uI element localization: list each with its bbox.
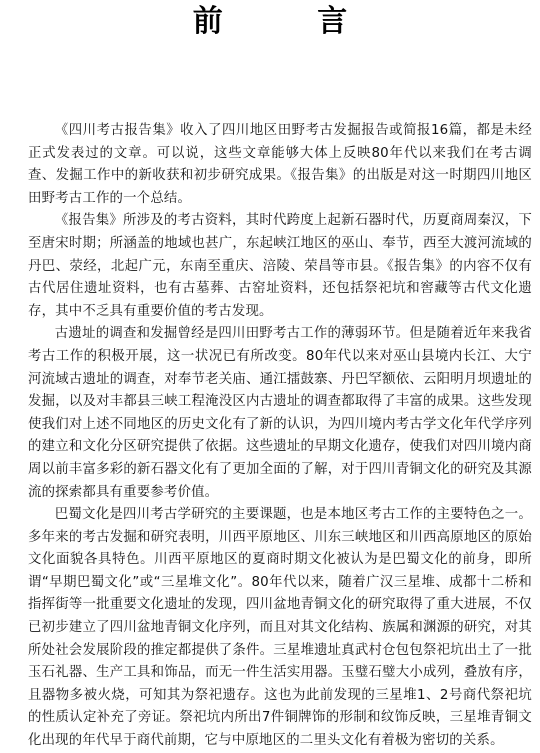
paragraph-4: 巴蜀文化是四川考古学研究的主要课题，也是本地区考古工作的主要特色之一。多年来的考古发掘和研究表明，川西平原地区、川东三峡地区和川西高原地区的原始文化面貌各具特色。川西平原地区的夏商时期文化被认为是巴蜀文化的前身，即所谓“早期巴蜀文化”或“三星堆文化”。80年代以来，随着广汉三星堆、成都十二桥和指挥街等一批重要文化遗址的发现，四川盆地青铜文化的研究取得了重大进展，不仅已初步建立了四川盆地青铜文化序列，而且对其文化结构、族属和渊源的研究，对其所处社会发展阶段的推定都提供了条件。三星堆遗址真武村仓包包祭祀坑出土了一批玉石礼器、生产工具和饰品，而无一件生活实用器。玉璧石璧大小成列，叠放有序，且器物多被火烧，可知其为祭祀遗存。这也为此前发现的三星堆1、2号商代祭祀坑的性质认定补充了旁证。祭祀坑内所出7件铜牌饰的形制和纹饰反映，三星堆青铜文化出现的年代早于商代前期，它与中原地区的二里头文化有着极为密切的关系。 xyxy=(28,507,532,749)
page-title: 前 言 xyxy=(192,4,390,39)
paragraph-2: 《报告集》所涉及的考古资料，其时代跨度上起新石器时代，历夏商周秦汉，下至唐宋时期；所涵盖的地域也甚广，东起峡江地区的巫山、奉节，西至大渡河流域的丹巴、荥经，北起广元，东南至重庆、涪陵、荣昌等市县。《报告集》的内容不仅有古代居住遗址资料，也有古墓葬、古窑址资料，还包括祭祀坑和窖藏等古代文化遗存，其中不乏具有重要价值的考古发现。 xyxy=(28,213,532,319)
paragraph-1: 《四川考古报告集》收入了四川地区田野考古发掘报告或简报16篇，都是未经正式发表过的文章。可以说，这些文章能够大体上反映80年代以来我们在考古调查、发掘工作中的新收获和初步研究成果。《报告集》的出版是对这一时期四川地区田野考古工作的一个总结。 xyxy=(28,123,532,206)
paragraph-3: 古遗址的调查和发掘曾经是四川田野考古工作的薄弱环节。但是随着近年来我省考古工作的积极开展，这一状况已有所改变。80年代以来对巫山县境内长江、大宁河流域古遗址的调查，对奉节老关庙、通江擂鼓寨、丹巴罕额依、云阳明月坝遗址的发掘，以及对丰都县三峡工程淹没区内古遗址的调查都取得了丰富的成果。这些发现使我们对上述不同地区的历史文化有了新的认识，为四川境内考古学文化年代学序列的建立和文化分区研究提供了依据。这些遗址的早期文化遗存，使我们对四川境内商周以前丰富多彩的新石器文化有了更加全面的了解，对于四川青铜文化的研究及其源流的探索都具有重要参考价值。 xyxy=(28,326,532,500)
body-text xyxy=(28,120,532,753)
